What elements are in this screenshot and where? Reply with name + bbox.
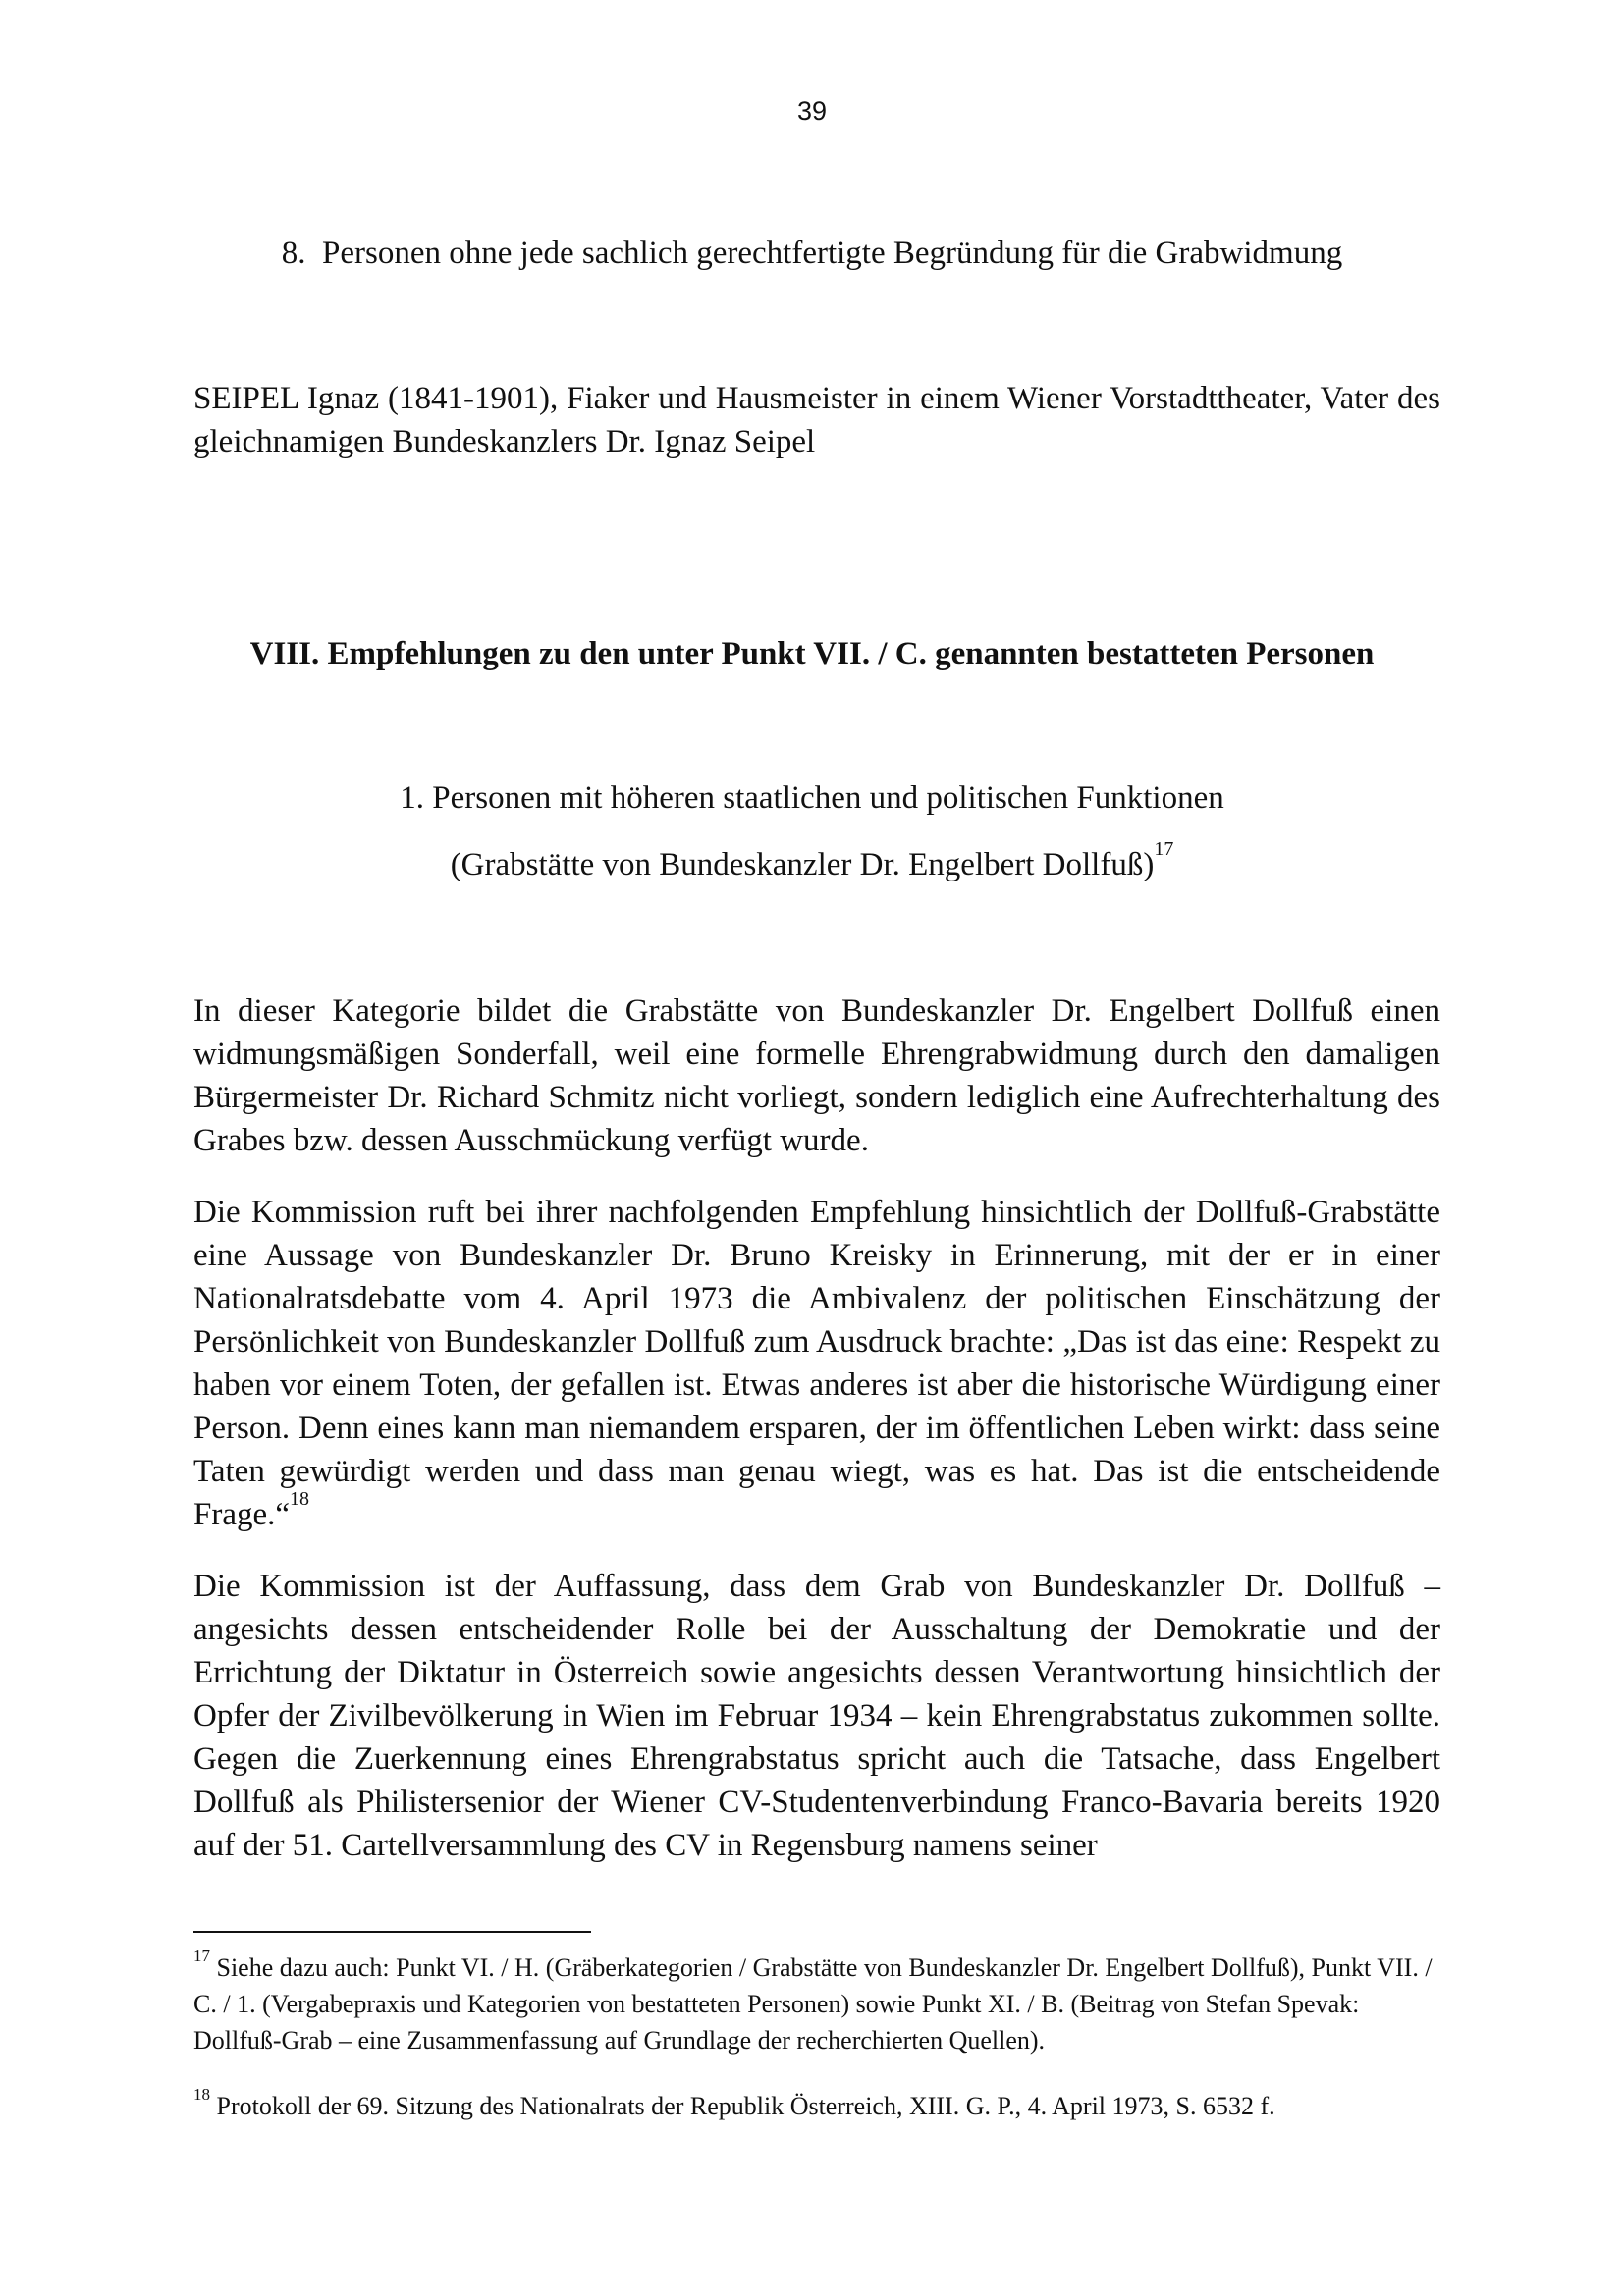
- subheading-8: 8. Personen ohne jede sachlich gerechtfertigte Begründung für die Grabwidmung: [281, 236, 1343, 271]
- section-heading: VIII. Empfehlungen zu den unter Punkt VII. / C. genannten bestatteten Personen: [249, 636, 1375, 671]
- paragraph-3: Die Kommission ist der Auffassung, dass dem Grab von Bundeskanzler Dr. Dollfuß – angesichts dessen entscheidender Rolle bei der Ausschaltung der Demokratie und der Errichtung der Diktatur in Österreich sowie angesichts dessen Verantwortung hinsichtlich der Opfer der Zivilbevölkerung in Wien im Februar 1934 – kein Ehrengrabstatus zukommen sollte. Gegen die Zuerkennung eines Ehrengrabstatus spricht auch die Tatsache, dass Engelbert Dollfuß als Philistersenior der Wiener CV-Studentenverbindung Franco-Bavaria bereits 1920 auf der 51. Cartellversammlung des CV in Regensburg namens seiner: [193, 1569, 1440, 1863]
- footnote-17-mark: 17: [193, 1947, 210, 1965]
- footnote-18-mark: 18: [193, 2085, 210, 2104]
- subheading-1: 1. Personen mit höheren staatlichen und politischen Funktionen: [400, 780, 1224, 816]
- footnote-ref-18: 18: [290, 1488, 310, 1510]
- paragraph-2: [193, 1191, 1440, 1536]
- subheading-grave: [0, 838, 1624, 886]
- footnote-ref-17: 17: [1154, 838, 1174, 860]
- subheading-grave-text: (Grabstätte von Bundeskanzler Dr. Engelbert Dollfuß): [450, 847, 1155, 882]
- footnote-17-text: Siehe dazu auch: Punkt VI. / H. (Gräberkategorien / Grabstätte von Bundeskanzler Dr. Engelbert Dollfuß), Punkt VII. / C. / 1. (Vergabepraxis und Kategorien von bestatteten Personen) sowie Punkt XI. / B. (Beitrag von Stefan Spevak: Dollfuß-Grab – eine Zusammenfassung auf Grundlage der recherchierten Quellen).: [193, 1953, 1433, 2055]
- footnote-18: [193, 2085, 1440, 2124]
- paragraph-2-text: Die Kommission ruft bei ihrer nachfolgenden Empfehlung hinsichtlich der Dollfuß-Grabstätte eine Aussage von Bundeskanzler Dr. Bruno Kreisky in Erinnerung, mit der er in einer Nationalratsdebatte vom 4. April 1973 die Ambivalenz der politischen Einschätzung der Persönlichkeit von Bundeskanzler Dollfuß zum Ausdruck brachte: „Das ist das eine: Respekt zu haben vor einem Toten, der gefallen ist. Etwas anderes ist aber die historische Würdigung einer Person. Denn eines kann man niemandem ersparen, der im öffentlichen Leben wirkt: dass seine Taten gewürdigt werden und dass man genau wiegt, was es hat. Das ist die entscheidende Frage.“: [193, 1195, 1440, 1532]
- footnote-17: [193, 1949, 1440, 2058]
- paragraph-1: In dieser Kategorie bildet die Grabstätte von Bundeskanzler Dr. Engelbert Dollfuß einen widmungsmäßigen Sonderfall, weil eine formelle Ehrengrabwidmung durch den damaligen Bürgermeister Dr. Richard Schmitz nicht vorliegt, sondern lediglich eine Aufrechterhaltung des Grabes bzw. dessen Ausschmückung verfügt wurde.: [193, 993, 1440, 1158]
- footnote-divider: [193, 1931, 591, 1933]
- footnote-18-text: Protokoll der 69. Sitzung des Nationalrats der Republik Österreich, XIII. G. P., 4. April 1973, S. 6532 f.: [216, 2092, 1275, 2120]
- page-number: 39: [796, 96, 828, 126]
- seipel-entry: SEIPEL Ignaz (1841-1901), Fiaker und Hausmeister in einem Wiener Vorstadttheater, Vater des gleichnamigen Bundeskanzlers Dr. Ignaz Seipel: [193, 381, 1440, 459]
